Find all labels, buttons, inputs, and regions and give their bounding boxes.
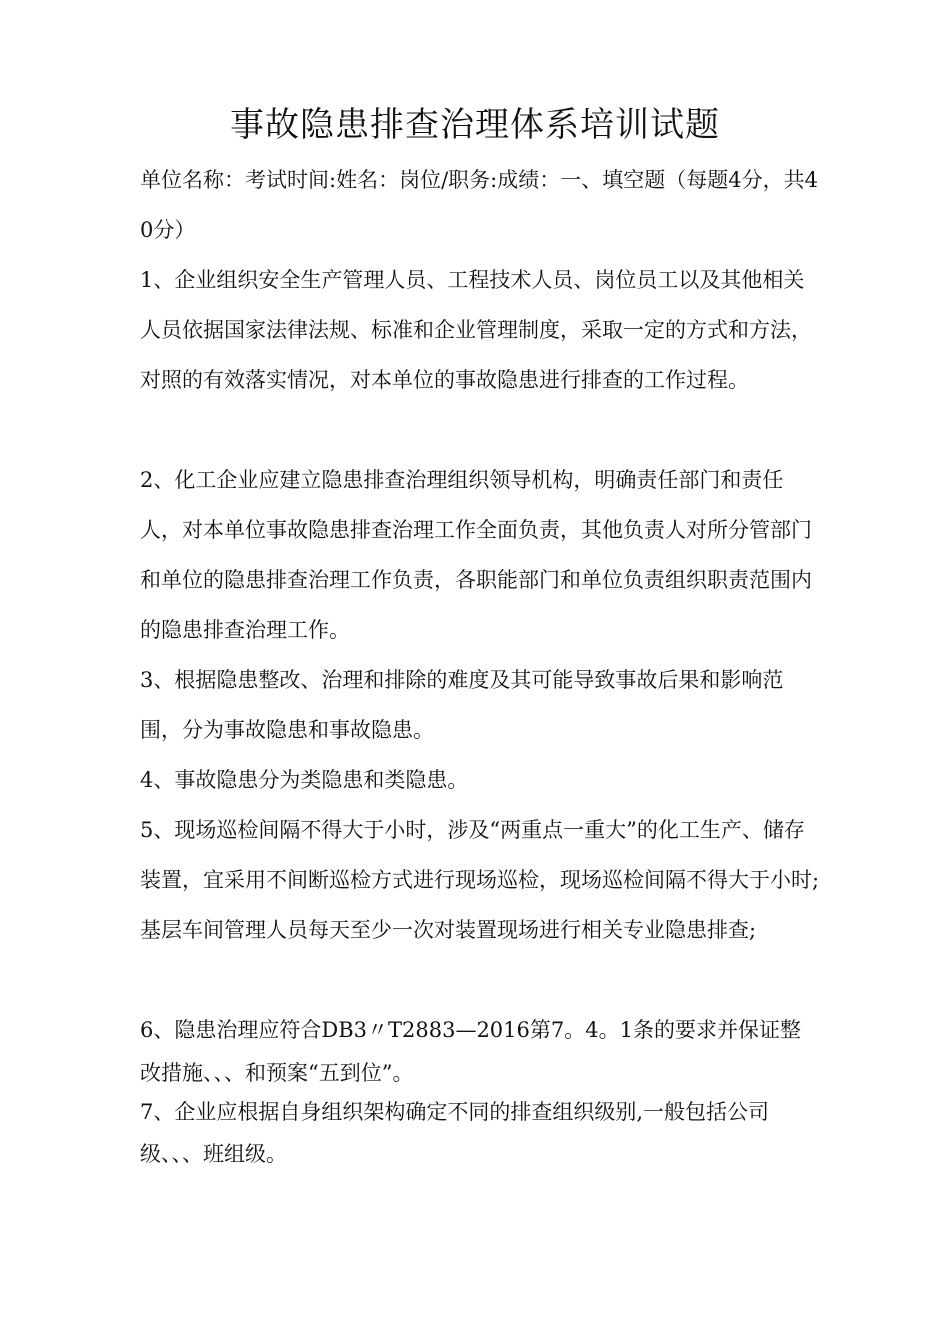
question-6-line-2: 改措施、、、和预案“五到位”。: [140, 1061, 414, 1085]
question-2: 2、化工企业应建立隐患排查治理组织领导机构，明确责任部门和责任人，对本单位事故隐患排查治理工作全面负责，其他负责人对所分管部门和单位的隐患排查治理工作负责，各职能部门和单位负责组织职责范围内的隐患排查治理工作。: [140, 468, 812, 642]
question-1: 1、企业组织安全生产管理人员、工程技术人员、岗位员工以及其他相关人员依据国家法律法规、标准和企业管理制度，采取一定的方式和方法，对照的有效落实情况，对本单位的事故隐患进行排查的工作过程。: [140, 268, 812, 392]
question-6-line-1: 6、隐患治理应符合DB3〃T2883—2016第7。4。1条的要求并保证整: [140, 1018, 801, 1042]
document-title: 事故隐患排查治理体系培训试题: [230, 105, 720, 145]
question-7: 7、企业应根据自身组织架构确定不同的排查组织级别,一般包括公司级、、、班组级。: [140, 1100, 770, 1166]
question-3: 3、根据隐患整改、治理和排除的难度及其可能导致事故后果和影响范围，分为事故隐患和事故隐患。: [140, 668, 784, 742]
question-5: 5、现场巡检间隔不得大于小时，涉及“两重点一重大”的化工生产、储存装置，宜采用不间断巡检方式进行现场巡检，现场巡检间隔不得大于小时;基层车间管理人员每天至少一次对装置现场进行相关专业隐患排查;: [140, 818, 820, 942]
question-4: 4、事故隐患分为类隐患和类隐患。: [140, 768, 469, 792]
exam-info-line: 单位名称：考试时间:姓名：岗位/职务:成绩：一、填空题（每题4分，共40分）: [140, 168, 818, 242]
